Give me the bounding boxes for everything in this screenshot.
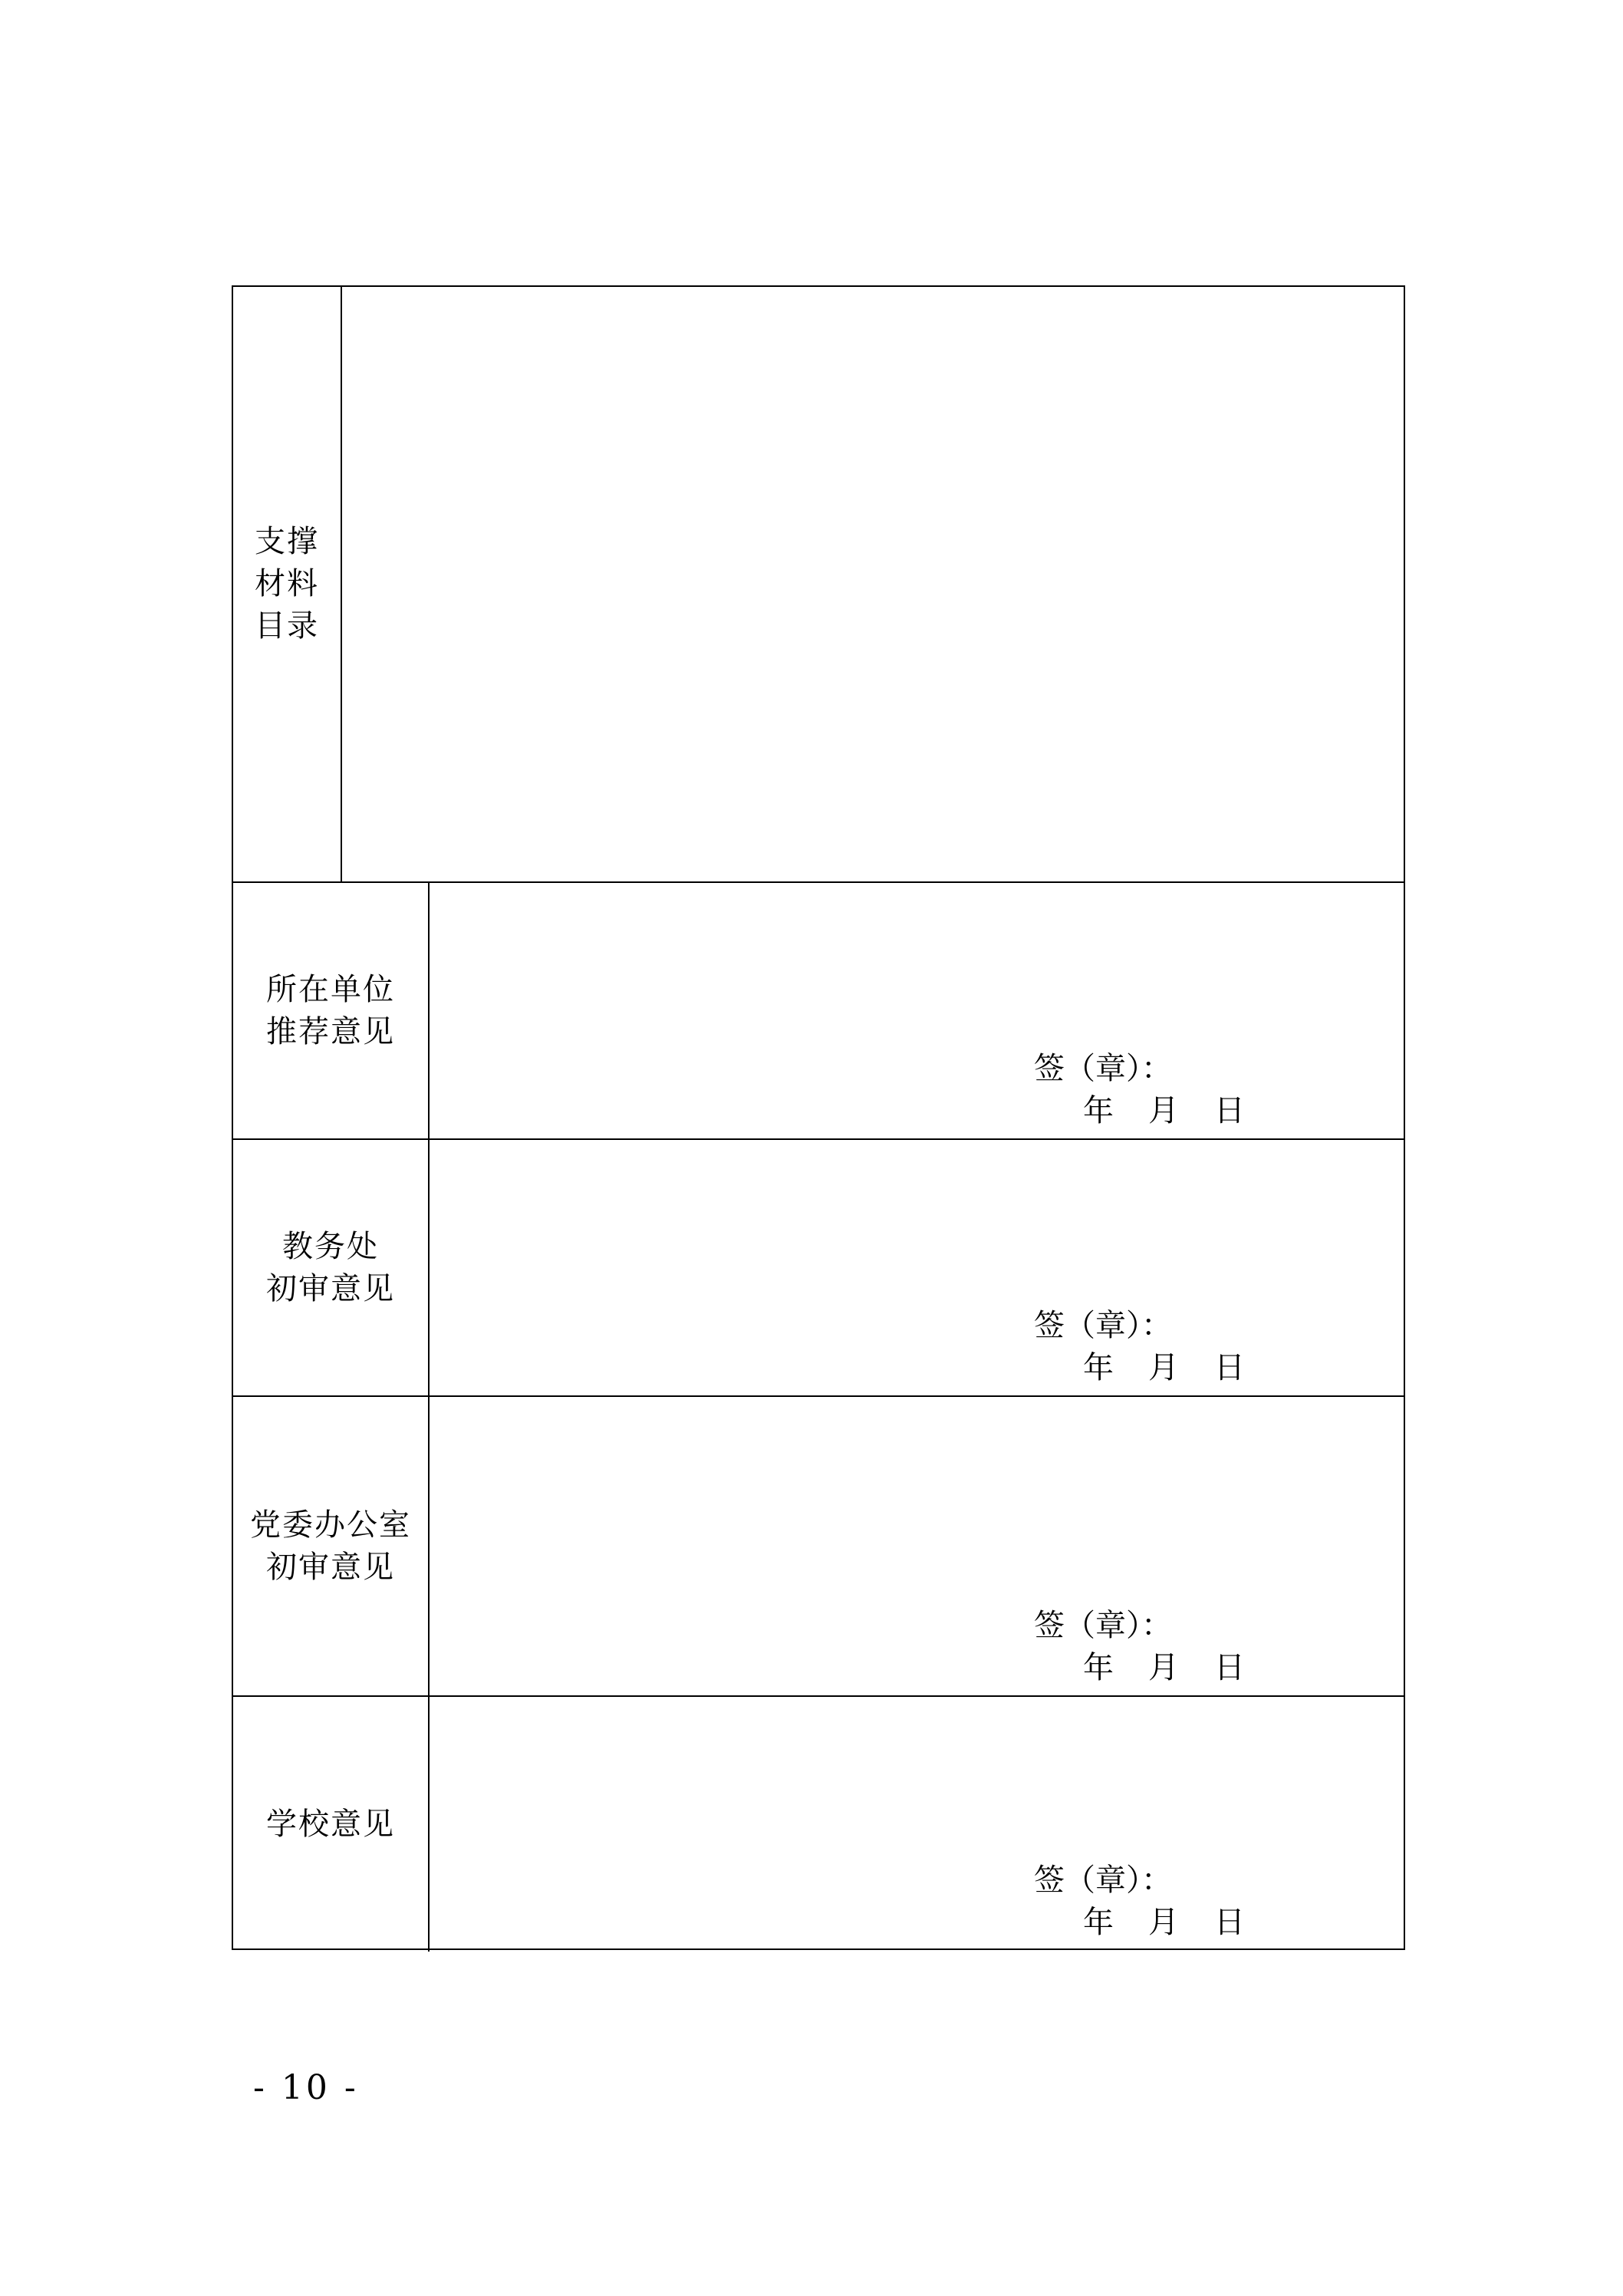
label-line: 学校意见 bbox=[266, 1806, 395, 1842]
month-label: 月 bbox=[1148, 1350, 1179, 1385]
date-line bbox=[1083, 1902, 1245, 1943]
date-line bbox=[1083, 1647, 1245, 1688]
row-school-opinion bbox=[233, 1697, 1404, 1952]
unit-recommendation-input-area[interactable] bbox=[430, 883, 1404, 1138]
day-label: 日 bbox=[1214, 1350, 1245, 1385]
row-unit-recommendation bbox=[233, 883, 1404, 1140]
supporting-materials-input-area[interactable] bbox=[342, 287, 1404, 881]
signature-seal-label: 签（章）： bbox=[1034, 1863, 1172, 1898]
label-cell-school-opinion bbox=[233, 1697, 430, 1952]
label-line: 教务处 bbox=[282, 1228, 379, 1264]
row-label bbox=[266, 1226, 395, 1310]
label-line: 所在单位 bbox=[266, 971, 395, 1007]
signature-seal-label: 签（章）： bbox=[1034, 1051, 1172, 1086]
row-party-office-review bbox=[233, 1397, 1404, 1697]
day-label: 日 bbox=[1214, 1093, 1245, 1128]
signature-seal-label: 签（章）： bbox=[1034, 1308, 1172, 1343]
academic-affairs-review-input-area[interactable] bbox=[430, 1140, 1404, 1395]
signature-seal-label: 签（章）： bbox=[1034, 1608, 1172, 1643]
day-label: 日 bbox=[1214, 1650, 1245, 1685]
label-line: 材料 bbox=[255, 566, 319, 601]
school-opinion-input-area[interactable] bbox=[430, 1697, 1404, 1952]
label-cell-supporting-materials bbox=[233, 287, 342, 881]
row-academic-affairs-review bbox=[233, 1140, 1404, 1397]
row-label bbox=[266, 1804, 395, 1846]
row-label bbox=[250, 1504, 411, 1589]
month-label: 月 bbox=[1148, 1650, 1179, 1685]
row-supporting-materials bbox=[233, 287, 1404, 883]
month-label: 月 bbox=[1148, 1905, 1179, 1940]
date-line bbox=[1083, 1347, 1245, 1388]
year-label: 年 bbox=[1083, 1905, 1114, 1940]
page-number: - 10 - bbox=[253, 2068, 359, 2107]
approval-form-table bbox=[232, 285, 1405, 1950]
row-label bbox=[255, 521, 319, 647]
label-cell-unit-recommendation bbox=[233, 883, 430, 1138]
row-label bbox=[266, 969, 395, 1053]
party-office-review-input-area[interactable] bbox=[430, 1397, 1404, 1695]
year-label: 年 bbox=[1083, 1093, 1114, 1128]
label-line: 初审意见 bbox=[266, 1549, 395, 1585]
day-label: 日 bbox=[1214, 1905, 1245, 1940]
year-label: 年 bbox=[1083, 1350, 1114, 1385]
label-line: 目录 bbox=[255, 608, 319, 644]
label-line: 支撑 bbox=[255, 524, 319, 559]
label-line: 推荐意见 bbox=[266, 1013, 395, 1049]
label-cell-party-office-review bbox=[233, 1397, 430, 1695]
label-line: 党委办公室 bbox=[250, 1507, 411, 1543]
label-cell-academic-affairs-review bbox=[233, 1140, 430, 1395]
label-line: 初审意见 bbox=[266, 1270, 395, 1306]
month-label: 月 bbox=[1148, 1093, 1179, 1128]
year-label: 年 bbox=[1083, 1650, 1114, 1685]
date-line bbox=[1083, 1090, 1245, 1132]
